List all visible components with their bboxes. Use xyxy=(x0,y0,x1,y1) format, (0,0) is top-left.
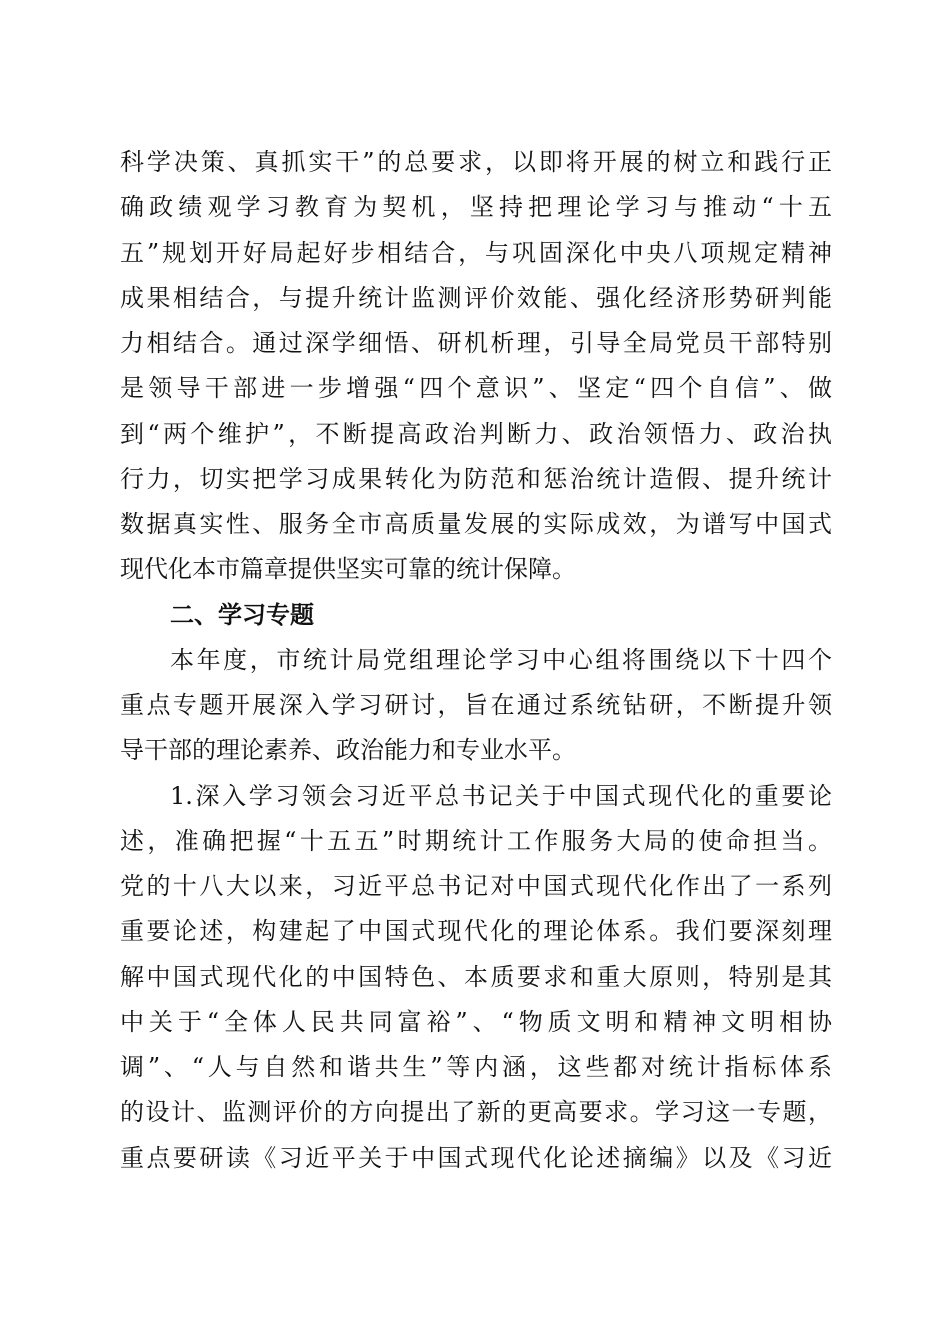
section-heading: 二、学习专题 xyxy=(170,600,314,629)
body-line: 重点要研读《习近平关于中国式现代化论述摘编》以及《习近 xyxy=(120,1143,832,1172)
body-line: 述，准确把握“十五五”时期统计工作服务大局的使命担当。 xyxy=(120,826,832,855)
body-line: 调”、“人与自然和谐共生”等内涵，这些都对统计指标体系 xyxy=(120,1053,832,1081)
body-line: 成果相结合，与提升统计监测评价效能、强化经济形势研判能 xyxy=(120,283,832,312)
body-line: 1.深入学习领会习近平总书记关于中国式现代化的重要论 xyxy=(170,781,832,810)
body-line: 导干部的理论素养、政治能力和专业水平。 xyxy=(120,736,576,765)
body-line: 行力，切实把学习成果转化为防范和惩治统计造假、提升统计 xyxy=(120,464,832,493)
body-line: 科学决策、真抓实干”的总要求，以即将开展的树立和践行正 xyxy=(120,148,832,176)
body-line: 的设计、监测评价的方向提出了新的更高要求。学习这一专题， xyxy=(120,1098,832,1127)
body-line: 重要论述，构建起了中国式现代化的理论体系。我们要深刻理 xyxy=(120,917,832,946)
body-line: 现代化本市篇章提供坚实可靠的统计保障。 xyxy=(120,555,576,584)
body-line: 中关于“全体人民共同富裕”、“物质文明和精神文明相协 xyxy=(120,1007,832,1036)
body-line: 到“两个维护”，不断提高政治判断力、政治领悟力、政治执 xyxy=(120,419,832,448)
body-line: 五”规划开好局起好步相结合，与巩固深化中央八项规定精神 xyxy=(120,238,832,267)
body-line: 是领导干部进一步增强“四个意识”、坚定“四个自信”、做 xyxy=(120,374,832,403)
body-line: 数据真实性、服务全市高质量发展的实际成效，为谱写中国式 xyxy=(120,510,832,538)
body-line: 本年度，市统计局党组理论学习中心组将围绕以下十四个 xyxy=(170,645,832,674)
body-line: 解中国式现代化的中国特色、本质要求和重大原则，特别是其 xyxy=(120,962,832,991)
body-line: 重点专题开展深入学习研讨，旨在通过系统钻研，不断提升领 xyxy=(120,691,832,719)
document-body xyxy=(120,140,832,1181)
body-line: 确政绩观学习教育为契机，坚持把理论学习与推动“十五 xyxy=(120,193,832,222)
body-line: 力相结合。通过深学细悟、研机析理，引导全局党员干部特别 xyxy=(120,329,832,357)
body-line: 党的十八大以来，习近平总书记对中国式现代化作出了一系列 xyxy=(120,872,832,900)
